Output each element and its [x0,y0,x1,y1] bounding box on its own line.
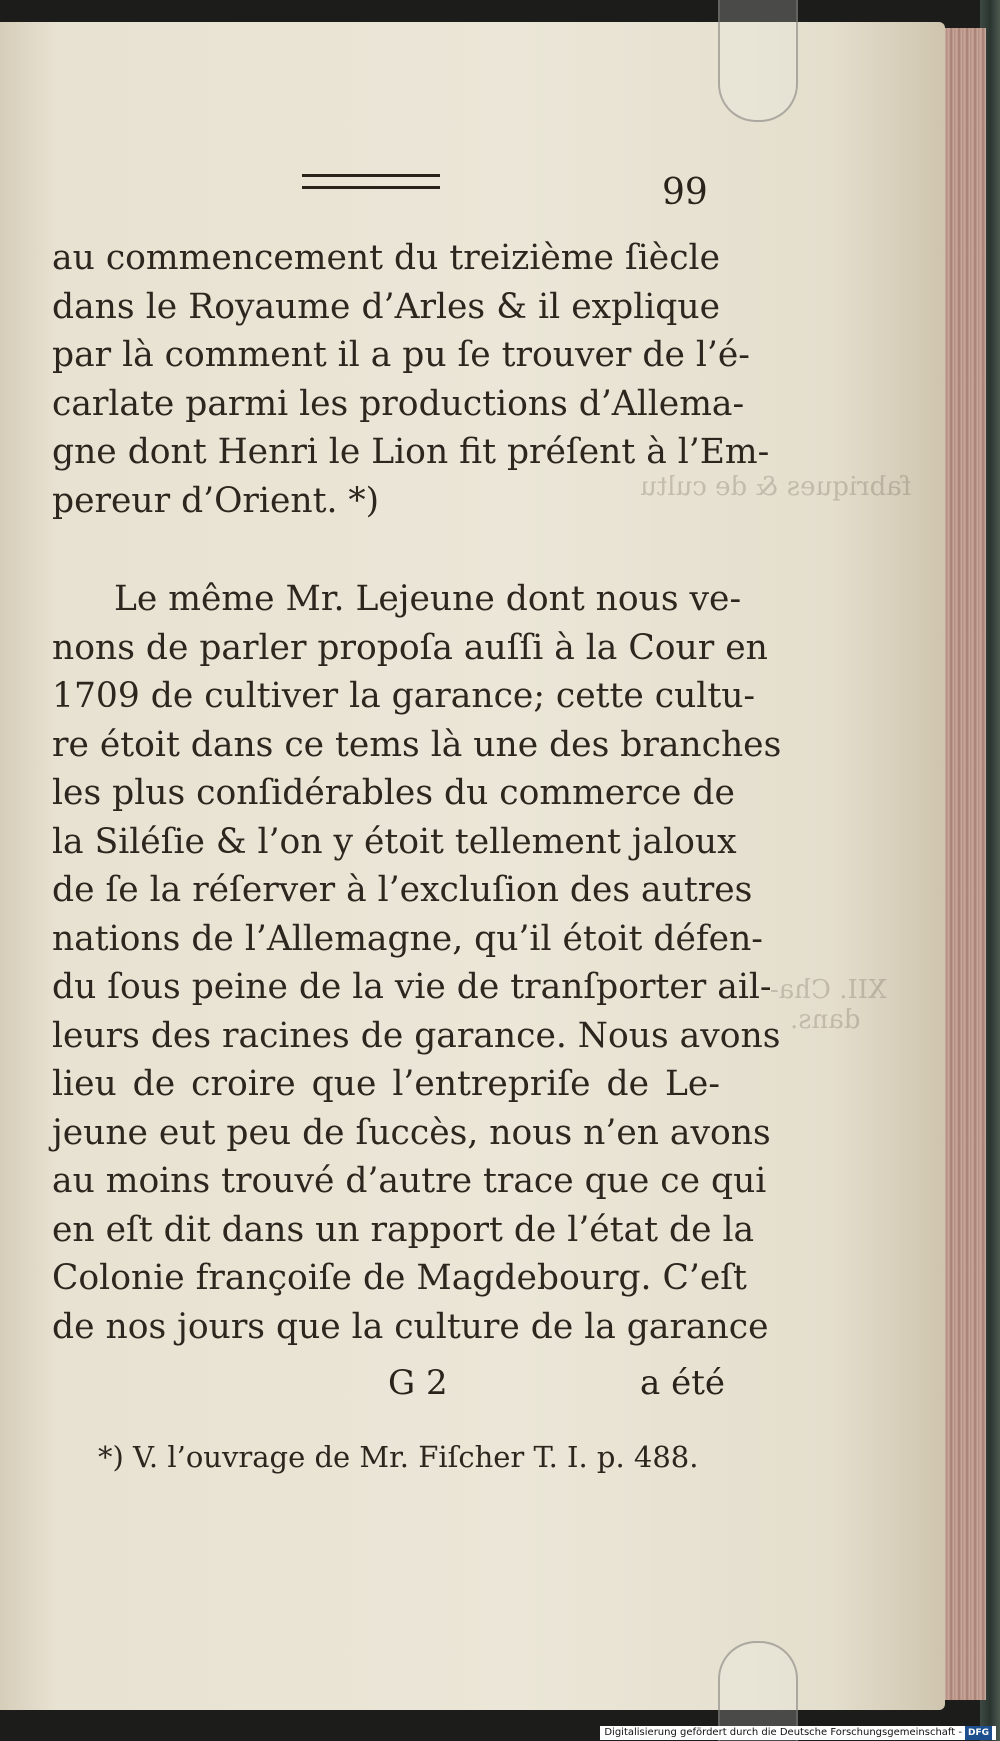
text-line: re étoit dans ce tems là une des branches [52,724,782,765]
text-line: lieu de croire que l’entrepriſe de Le- [52,1064,720,1104]
text-line: Colonie françoiſe de Magdebourg. C’eſt [52,1258,747,1298]
text-line: Le même Mr. Lejeune dont nous ve- [114,579,742,619]
text-line: en eſt dit dans un rapport de l’état de la [52,1209,755,1250]
text-line: du ſous peine de la vie de tranſporter ail- [52,967,772,1007]
page-number: 99 [662,172,708,213]
text-line: nations de l’Allemagne, qu’il étoit défen- [52,918,763,959]
text-line: nons de parler propoſa auſſi à la Cour en [52,627,768,668]
text-line: carlate parmi les productions d’Allema- [52,383,745,424]
text-line: de nos jours que la culture de la garance [52,1306,769,1347]
text-line: au moins trouvé d’autre trace que ce qui [52,1161,767,1201]
text-line: pereur d’Orient. *) [52,480,380,521]
text-line: jeune eut peu de ſuccès, nous n’en avons [52,1112,771,1153]
show-through-fragment: fabriques & de cultu [640,472,912,502]
text-line: gne dont Henri le Lion fit préſent à l’Em- [52,432,770,472]
digitization-credit [600,1726,996,1740]
text-line: 1709 de cultiver la garance; cette cultu- [52,676,756,716]
dfg-logo: DFG [965,1726,992,1740]
header-ornament-rule [302,174,440,189]
text-line: au commencement du treizième ſiècle [52,238,720,278]
credit-text: Digitalisierung gefördert durch die Deutsche Forschungsgemeinschaft - [604,1727,962,1738]
show-through-margin-note-2: dans. [790,1005,861,1035]
text-line: les plus conſidérables du commerce de [52,773,735,813]
footnote: *) V. l’ouvrage de Mr. Fiſcher T. I. p. 488. [98,1440,699,1474]
catchword: a été [640,1363,725,1403]
signature-mark: G 2 [388,1363,448,1403]
page-edges [938,28,986,1700]
text-line: leurs des racines de garance. Nous avons [52,1015,781,1056]
text-line: par là comment il a pu ſe trouver de l’é- [52,335,750,375]
show-through-margin-note-1: XII. Cha- [770,975,887,1005]
text-line: la Siléſie & l’on y étoit tellement jaloux [52,821,737,862]
text-line: de ſe la réſerver à l’excluſion des autres [52,870,753,910]
paragraph-gap [52,525,720,575]
page-clip-top [718,0,798,122]
text-line: dans le Royaume d’Arles & il explique [52,286,720,327]
